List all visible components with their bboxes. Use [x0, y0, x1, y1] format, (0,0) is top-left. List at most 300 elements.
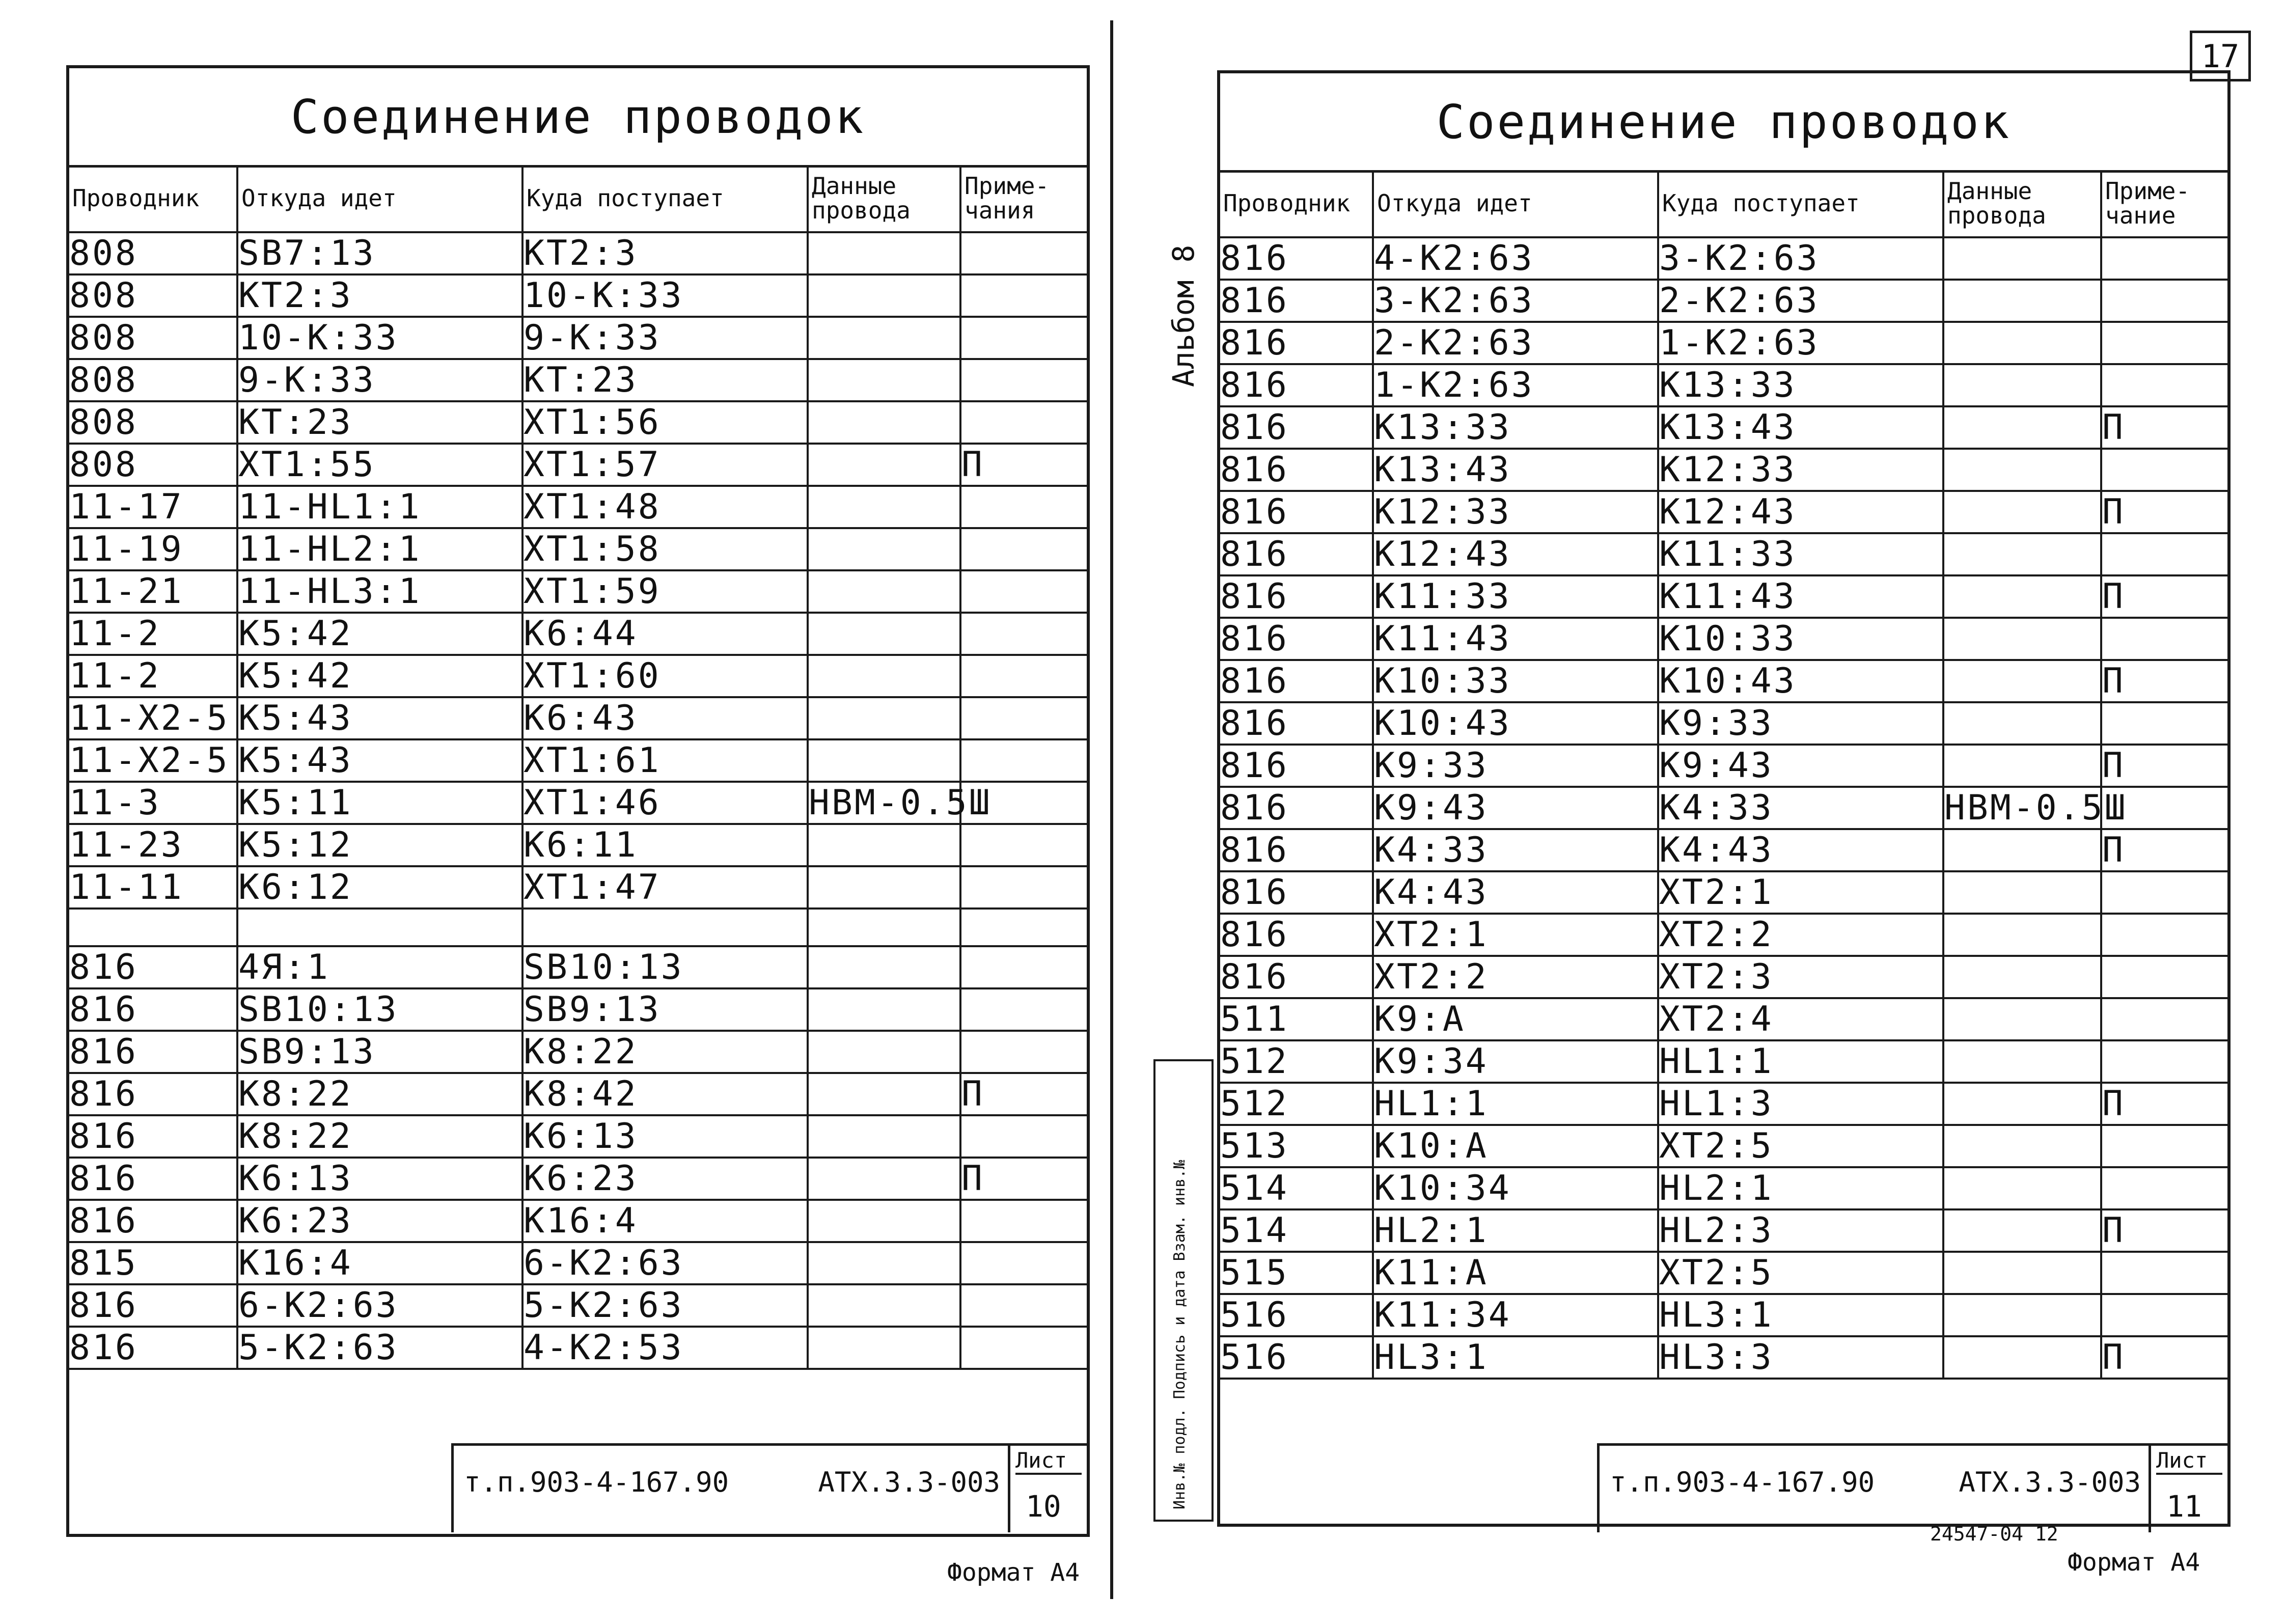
cell-from: K11:33 — [1373, 575, 1658, 618]
cell-wire-data — [808, 317, 960, 359]
cell-from: K9:34 — [1373, 1040, 1658, 1083]
table-row — [1220, 1336, 2227, 1379]
cell-wire: 816 — [1220, 829, 1373, 871]
cell-wire-data — [1943, 1125, 2101, 1167]
sheet-number-box — [2149, 1446, 2227, 1532]
cell-wire-data — [1943, 364, 2101, 406]
header-notes: Приме-чания — [960, 165, 1087, 232]
cell-note — [960, 946, 1087, 988]
cell-to: K9:33 — [1658, 702, 1943, 745]
cell-wire: 816 — [69, 1284, 237, 1327]
cell-from: KT:23 — [237, 401, 522, 444]
table-row — [1220, 1125, 2227, 1167]
cell-note — [960, 697, 1087, 739]
cell-note — [960, 655, 1087, 697]
cell-from: K11:34 — [1373, 1294, 1658, 1336]
table-row — [1220, 745, 2227, 787]
cell-wire-data — [808, 232, 960, 274]
cell-to: HL3:1 — [1658, 1294, 1943, 1336]
document-code: АТХ.3.3-003 — [818, 1466, 1000, 1498]
cell-note — [960, 1031, 1087, 1073]
cell-wire-data — [808, 444, 960, 486]
cell-to: K13:33 — [1658, 364, 1943, 406]
cell-wire: 816 — [1220, 745, 1373, 787]
cell-wire-data — [1943, 1294, 2101, 1336]
header-row — [1220, 170, 2227, 237]
cell-wire-data — [808, 401, 960, 444]
cell-to: XT2:3 — [1658, 956, 1943, 998]
table-row — [69, 988, 1087, 1031]
cell-to: K12:33 — [1658, 449, 1943, 491]
cell-wire: 11-11 — [69, 866, 237, 909]
cell-to: XT2:5 — [1658, 1252, 1943, 1294]
table-row — [69, 1284, 1087, 1327]
cell-to: XT1:60 — [522, 655, 808, 697]
cell-to: K10:33 — [1658, 618, 1943, 660]
cell-to: K4:43 — [1658, 829, 1943, 871]
cell-to: HL3:3 — [1658, 1336, 1943, 1379]
cell-from: K10:43 — [1373, 702, 1658, 745]
cell-wire: 816 — [1220, 322, 1373, 364]
cell-wire: 11-17 — [69, 486, 237, 528]
cell-wire-data — [808, 739, 960, 782]
cell-wire-data — [1943, 1252, 2101, 1294]
table-row — [1220, 1040, 2227, 1083]
cell-wire: 816 — [1220, 237, 1373, 280]
cell-wire: 515 — [1220, 1252, 1373, 1294]
cell-wire-data — [1943, 618, 2101, 660]
cell-from: HL3:1 — [1373, 1336, 1658, 1379]
header-wire-data: Данные провода — [1943, 170, 2101, 237]
table-row — [1220, 237, 2227, 280]
cell-wire-data — [808, 1284, 960, 1327]
cell-wire — [69, 909, 237, 946]
cell-wire-data — [1943, 702, 2101, 745]
cell-from: 6-K2:63 — [237, 1284, 522, 1327]
document-code: АТХ.3.3-003 — [1959, 1466, 2141, 1498]
cell-wire: 816 — [1220, 491, 1373, 533]
cell-note — [2101, 998, 2227, 1040]
cell-note — [960, 274, 1087, 317]
cell-from: K5:43 — [237, 739, 522, 782]
cell-to: XT1:58 — [522, 528, 808, 570]
cell-note — [2101, 280, 2227, 322]
cell-to: K9:43 — [1658, 745, 1943, 787]
cell-note — [960, 359, 1087, 401]
cell-note: П — [2101, 491, 2227, 533]
cell-wire-data — [1943, 1209, 2101, 1252]
cell-to: K6:11 — [522, 824, 808, 866]
cell-note — [960, 866, 1087, 909]
cell-wire: 514 — [1220, 1209, 1373, 1252]
cell-wire: 816 — [69, 1200, 237, 1242]
cell-note: П — [960, 444, 1087, 486]
cell-wire-data — [1943, 1167, 2101, 1209]
cell-wire: 816 — [69, 1327, 237, 1369]
cell-to: XT2:5 — [1658, 1125, 1943, 1167]
cell-wire: 11-X2-5 — [69, 739, 237, 782]
cell-from: K12:33 — [1373, 491, 1658, 533]
cell-wire-data — [1943, 491, 2101, 533]
cell-to: K8:42 — [522, 1073, 808, 1115]
cell-wire: 808 — [69, 444, 237, 486]
cell-wire: 816 — [69, 988, 237, 1031]
cell-from: K5:43 — [237, 697, 522, 739]
table-row — [69, 824, 1087, 866]
cell-note — [2101, 533, 2227, 575]
cell-to: K12:43 — [1658, 491, 1943, 533]
cell-wire: 11-23 — [69, 824, 237, 866]
cell-wire: 816 — [1220, 364, 1373, 406]
table-row — [1220, 364, 2227, 406]
right-sheet-title: Соединение проводок — [1220, 73, 2227, 173]
cell-note — [960, 988, 1087, 1031]
cell-from: K10:34 — [1373, 1167, 1658, 1209]
sheet-number: 10 — [1026, 1489, 1061, 1524]
cell-from: K16:4 — [237, 1242, 522, 1284]
cell-wire: 816 — [1220, 871, 1373, 914]
cell-wire-data — [1943, 1083, 2101, 1125]
cell-wire-data — [808, 697, 960, 739]
cell-to: K6:43 — [522, 697, 808, 739]
right-sheet — [1217, 70, 2231, 1527]
cell-to: K6:44 — [522, 613, 808, 655]
cell-wire: 11-2 — [69, 613, 237, 655]
table-row — [69, 401, 1087, 444]
cell-wire: 808 — [69, 401, 237, 444]
cell-from: 2-K2:63 — [1373, 322, 1658, 364]
table-row — [69, 528, 1087, 570]
cell-wire-data — [808, 1242, 960, 1284]
page-number: 17 — [2190, 31, 2251, 81]
cell-from: K4:33 — [1373, 829, 1658, 871]
cell-to: 2-K2:63 — [1658, 280, 1943, 322]
cell-wire: 816 — [1220, 956, 1373, 998]
cell-from: K4:43 — [1373, 871, 1658, 914]
cell-wire: 816 — [1220, 787, 1373, 829]
cell-note — [960, 570, 1087, 613]
cell-wire-data — [808, 1073, 960, 1115]
cell-to: HL1:3 — [1658, 1083, 1943, 1125]
table-row — [1220, 1083, 2227, 1125]
table-row — [1220, 787, 2227, 829]
cell-note — [960, 528, 1087, 570]
cell-note: П — [2101, 575, 2227, 618]
table-row — [1220, 575, 2227, 618]
cell-note — [960, 613, 1087, 655]
cell-wire: 816 — [1220, 449, 1373, 491]
cell-to: 5-K2:63 — [522, 1284, 808, 1327]
cell-wire: 11-X2-5 — [69, 697, 237, 739]
cell-to: 1-K2:63 — [1658, 322, 1943, 364]
table-row — [1220, 406, 2227, 449]
cell-to: SB9:13 — [522, 988, 808, 1031]
cell-note: П — [2101, 829, 2227, 871]
cell-note: П — [2101, 1336, 2227, 1379]
cell-to: XT1:61 — [522, 739, 808, 782]
table-row — [69, 1115, 1087, 1158]
cell-wire: 815 — [69, 1242, 237, 1284]
cell-wire-data — [1943, 575, 2101, 618]
cell-wire-data — [1943, 1336, 2101, 1379]
cell-from: K9:33 — [1373, 745, 1658, 787]
cell-note — [2101, 449, 2227, 491]
cell-wire-data: НВМ-0.5Ш — [1944, 788, 2128, 828]
cell-wire-data — [808, 946, 960, 988]
cell-wire-data — [808, 988, 960, 1031]
cell-to: 3-K2:63 — [1658, 237, 1943, 280]
cell-to: 10-K:33 — [522, 274, 808, 317]
table-row — [1220, 1294, 2227, 1336]
cell-wire-data — [808, 359, 960, 401]
cell-wire-data — [1943, 322, 2101, 364]
cell-note — [960, 1200, 1087, 1242]
cell-from: 11-HL1:1 — [237, 486, 522, 528]
cell-note: П — [2101, 745, 2227, 787]
header-notes: Приме-чание — [2101, 170, 2227, 237]
cell-wire-data — [808, 613, 960, 655]
header-to: Куда поступает — [1658, 170, 1943, 237]
cell-note — [960, 1115, 1087, 1158]
table-row — [1220, 829, 2227, 871]
side-stamp-text: Инв.№ подл. Подпись и дата Взам. инв.№ — [1171, 1160, 1189, 1509]
cell-to: XT1:47 — [522, 866, 808, 909]
cell-wire-data — [1943, 533, 2101, 575]
cell-note — [960, 401, 1087, 444]
cell-from: 10-K:33 — [237, 317, 522, 359]
cell-note — [2101, 322, 2227, 364]
cell-note — [960, 739, 1087, 782]
cell-wire: 512 — [1220, 1040, 1373, 1083]
cell-from: 4Я:1 — [237, 946, 522, 988]
cell-from: K9:43 — [1373, 787, 1658, 829]
table-row — [69, 1242, 1087, 1284]
cell-from: K5:12 — [237, 824, 522, 866]
cell-to: 6-K2:63 — [522, 1242, 808, 1284]
header-from: Откуда идет — [1373, 170, 1658, 237]
cell-wire-data — [1943, 237, 2101, 280]
table-row — [69, 1327, 1087, 1369]
cell-wire: 816 — [1220, 575, 1373, 618]
cell-wire-data — [1943, 956, 2101, 998]
table-row — [69, 486, 1087, 528]
cell-wire-data — [1943, 660, 2101, 702]
right-connection-table — [1220, 170, 2227, 1380]
cell-wire-data — [1943, 998, 2101, 1040]
cell-wire-data — [808, 1327, 960, 1369]
cell-from: K5:42 — [237, 613, 522, 655]
cell-from: SB9:13 — [237, 1031, 522, 1073]
cell-from: SB7:13 — [237, 232, 522, 274]
cell-note: П — [2101, 1209, 2227, 1252]
cell-wire-data — [1943, 829, 2101, 871]
cell-wire: 816 — [1220, 618, 1373, 660]
cell-wire: 516 — [1220, 1336, 1373, 1379]
header-wire-data: Данные провода — [808, 165, 960, 232]
cell-wire-data — [1943, 280, 2101, 322]
header-wire: Проводник — [1220, 170, 1373, 237]
cell-to: XT1:56 — [522, 401, 808, 444]
table-row — [69, 359, 1087, 401]
table-row — [69, 909, 1087, 946]
cell-note — [2101, 914, 2227, 956]
cell-wire: 816 — [1220, 914, 1373, 956]
table-row — [69, 866, 1087, 909]
table-row — [1220, 956, 2227, 998]
table-row — [1220, 449, 2227, 491]
cell-wire: 816 — [69, 1158, 237, 1200]
cell-wire-data — [1943, 871, 2101, 914]
cell-to: KT:23 — [522, 359, 808, 401]
cell-to: XT1:46 — [522, 782, 808, 824]
table-row — [1220, 702, 2227, 745]
cell-from: K13:43 — [1373, 449, 1658, 491]
cell-to: HL2:3 — [1658, 1209, 1943, 1252]
cell-to: XT2:2 — [1658, 914, 1943, 956]
cell-wire-data — [808, 1115, 960, 1158]
cell-wire: 816 — [1220, 280, 1373, 322]
cell-note — [960, 824, 1087, 866]
cell-from: 5-K2:63 — [237, 1327, 522, 1369]
cell-from: 11-HL2:1 — [237, 528, 522, 570]
project-code: т.п.903-4-167.90 — [464, 1466, 729, 1498]
cell-from: 3-K2:63 — [1373, 280, 1658, 322]
table-row — [1220, 322, 2227, 364]
cell-note — [2101, 618, 2227, 660]
left-connection-table — [69, 165, 1087, 1370]
left-sheet — [66, 65, 1090, 1537]
cell-wire-data — [1943, 1040, 2101, 1083]
cell-wire: 808 — [69, 317, 237, 359]
cell-note — [2101, 237, 2227, 280]
table-row — [1220, 280, 2227, 322]
cell-wire: 816 — [1220, 533, 1373, 575]
cell-note — [2101, 871, 2227, 914]
cell-to: K8:22 — [522, 1031, 808, 1073]
cell-wire-data — [1943, 406, 2101, 449]
cell-wire: 816 — [1220, 406, 1373, 449]
sheet-label: Лист — [1015, 1448, 1082, 1475]
cell-from: 11-HL3:1 — [237, 570, 522, 613]
cell-wire-data — [808, 1031, 960, 1073]
cell-wire-data — [808, 528, 960, 570]
cell-note: П — [960, 1158, 1087, 1200]
table-row — [69, 1031, 1087, 1073]
cell-note — [2101, 702, 2227, 745]
cell-wire-data — [1943, 745, 2101, 787]
cell-to: HL1:1 — [1658, 1040, 1943, 1083]
table-row — [69, 697, 1087, 739]
cell-to: HL2:1 — [1658, 1167, 1943, 1209]
cell-from: K10:A — [1373, 1125, 1658, 1167]
cell-wire: 816 — [69, 1073, 237, 1115]
cell-to: 9-K:33 — [522, 317, 808, 359]
cell-from: KT2:3 — [237, 274, 522, 317]
cell-from: K11:43 — [1373, 618, 1658, 660]
table-row — [1220, 914, 2227, 956]
table-row — [69, 1158, 1087, 1200]
right-title-block — [1597, 1443, 2227, 1532]
cell-note: П — [2101, 1083, 2227, 1125]
cell-wire: 808 — [69, 232, 237, 274]
header-to: Куда поступает — [522, 165, 808, 232]
cell-from: K8:22 — [237, 1115, 522, 1158]
cell-note — [2101, 364, 2227, 406]
cell-from: XT1:55 — [237, 444, 522, 486]
cell-wire-data — [1943, 449, 2101, 491]
cell-to: K11:33 — [1658, 533, 1943, 575]
cell-from — [237, 909, 522, 946]
cell-note — [2101, 1294, 2227, 1336]
cell-wire: 512 — [1220, 1083, 1373, 1125]
cell-to: XT2:1 — [1658, 871, 1943, 914]
cell-wire-data — [808, 824, 960, 866]
left-title-block — [451, 1443, 1087, 1532]
cell-wire: 816 — [1220, 702, 1373, 745]
cell-from: K8:22 — [237, 1073, 522, 1115]
cell-note: П — [2101, 660, 2227, 702]
table-row — [1220, 1252, 2227, 1294]
cell-note — [2101, 1040, 2227, 1083]
cell-to: K6:23 — [522, 1158, 808, 1200]
table-row — [69, 782, 1087, 824]
cell-from: K5:11 — [237, 782, 522, 824]
cell-wire: 511 — [1220, 998, 1373, 1040]
cell-wire: 514 — [1220, 1167, 1373, 1209]
cell-to: K10:43 — [1658, 660, 1943, 702]
right-format-label: Формат А4 — [2068, 1548, 2200, 1577]
cell-to: K6:13 — [522, 1115, 808, 1158]
cell-note — [960, 1327, 1087, 1369]
cell-wire-data — [808, 655, 960, 697]
cell-to: XT1:57 — [522, 444, 808, 486]
cell-note — [960, 1242, 1087, 1284]
header-from: Откуда идет — [237, 165, 522, 232]
table-row — [1220, 533, 2227, 575]
cell-wire: 816 — [1220, 660, 1373, 702]
cell-to: KT2:3 — [522, 232, 808, 274]
cell-from: K6:12 — [237, 866, 522, 909]
cell-to: XT1:48 — [522, 486, 808, 528]
left-sheet-title: Соединение проводок — [69, 68, 1087, 168]
cell-note — [2101, 1252, 2227, 1294]
cell-from: SB10:13 — [237, 988, 522, 1031]
cell-wire: 808 — [69, 274, 237, 317]
table-row — [69, 570, 1087, 613]
cell-wire-data — [808, 909, 960, 946]
table-row — [1220, 491, 2227, 533]
cell-wire: 513 — [1220, 1125, 1373, 1167]
table-row — [69, 1200, 1087, 1242]
cell-wire: 816 — [69, 946, 237, 988]
cell-from: K10:33 — [1373, 660, 1658, 702]
cell-from: 9-K:33 — [237, 359, 522, 401]
cell-from: HL1:1 — [1373, 1083, 1658, 1125]
cell-note — [2101, 1167, 2227, 1209]
cell-from: K12:43 — [1373, 533, 1658, 575]
cell-from: K9:A — [1373, 998, 1658, 1040]
cell-from: K6:23 — [237, 1200, 522, 1242]
cell-wire: 808 — [69, 359, 237, 401]
cell-wire-data — [808, 570, 960, 613]
cell-wire-data — [808, 866, 960, 909]
cell-wire-data: НВМ-0.5Ш — [809, 783, 992, 823]
cell-note — [960, 232, 1087, 274]
header-wire: Проводник — [69, 165, 237, 232]
inventory-number: 24547-04 12 — [1930, 1523, 2058, 1545]
cell-note — [960, 486, 1087, 528]
table-row — [69, 946, 1087, 988]
